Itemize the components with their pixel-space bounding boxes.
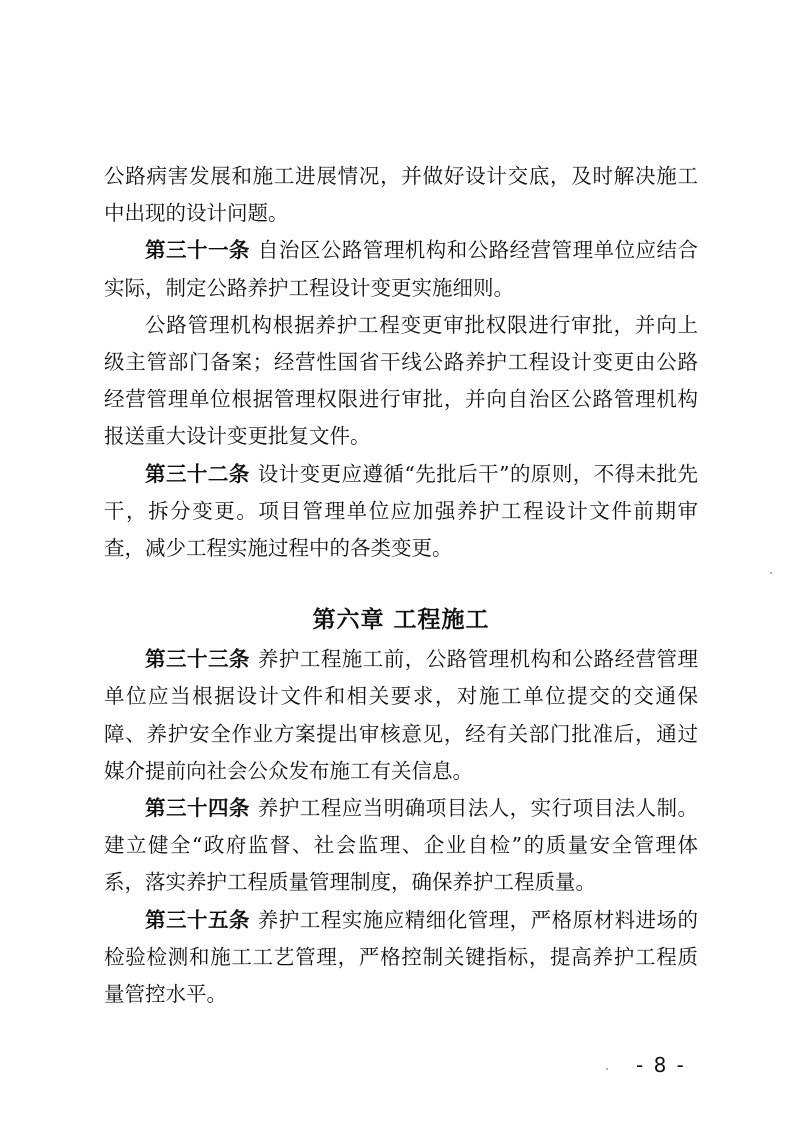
article-label: 第三十三条 bbox=[145, 647, 250, 672]
article-34 bbox=[104, 790, 698, 902]
paragraph-text: 设计变更应遵循“先批后干”的原则，不得未批先干，拆分变更。项目管理单位应加强养护工程设计文件前期审查，减少工程实施过程中的各类变更。 bbox=[104, 461, 698, 561]
paragraph-text: 公路管理机构根据养护工程变更审批权限进行审批，并向上级主管部门备案；经营性国省干线公路养护工程设计变更由公路经营管理单位根据管理权限进行审批，并向自治区公路管理机构报送重大设计变更批复文件。 bbox=[104, 312, 698, 449]
paragraph-continuation bbox=[104, 158, 698, 232]
article-33 bbox=[104, 641, 698, 790]
document-body bbox=[104, 158, 698, 1013]
paragraph-text: 养护工程施工前，公路管理机构和公路经营管理单位应当根据设计文件和相关要求，对施工单位提交的交通保障、养护安全作业方案提出审核意见，经有关部门批准后，通过媒介提前向社会公众发布施工有关信息。 bbox=[104, 647, 699, 783]
paragraph-text: 养护工程实施应精细化管理，严格原材料进场的检验检测和施工工艺管理，严格控制关键指标，提高养护工程质量管控水平。 bbox=[104, 907, 699, 1007]
chapter-title: 第六章 工程施工 bbox=[312, 606, 490, 634]
scan-speck bbox=[770, 572, 772, 574]
article-label: 第三十四条 bbox=[145, 796, 250, 821]
article-label: 第三十二条 bbox=[145, 461, 250, 486]
article-31 bbox=[104, 232, 698, 306]
scan-speck bbox=[606, 1068, 608, 1070]
article-35 bbox=[104, 902, 698, 1014]
paragraph-text: 公路病害发展和施工进展情况，并做好设计交底，及时解决施工中出现的设计问题。 bbox=[104, 164, 698, 226]
paragraph-text: 养护工程应当明确项目法人，实行项目法人制。建立健全“政府监督、社会监理、企业自检”的质量安全管理体系，落实养护工程质量管理制度，确保养护工程质量。 bbox=[104, 796, 699, 895]
article-label: 第三十一条 bbox=[145, 238, 250, 263]
article-32 bbox=[104, 456, 698, 568]
article-31-paragraph-2 bbox=[104, 307, 698, 456]
paragraph-text: 自治区公路管理机构和公路经营管理单位应结合实际，制定公路养护工程设计变更实施细则。 bbox=[104, 238, 699, 300]
page-number: - 8 - bbox=[636, 1053, 686, 1077]
article-label: 第三十五条 bbox=[145, 907, 250, 932]
